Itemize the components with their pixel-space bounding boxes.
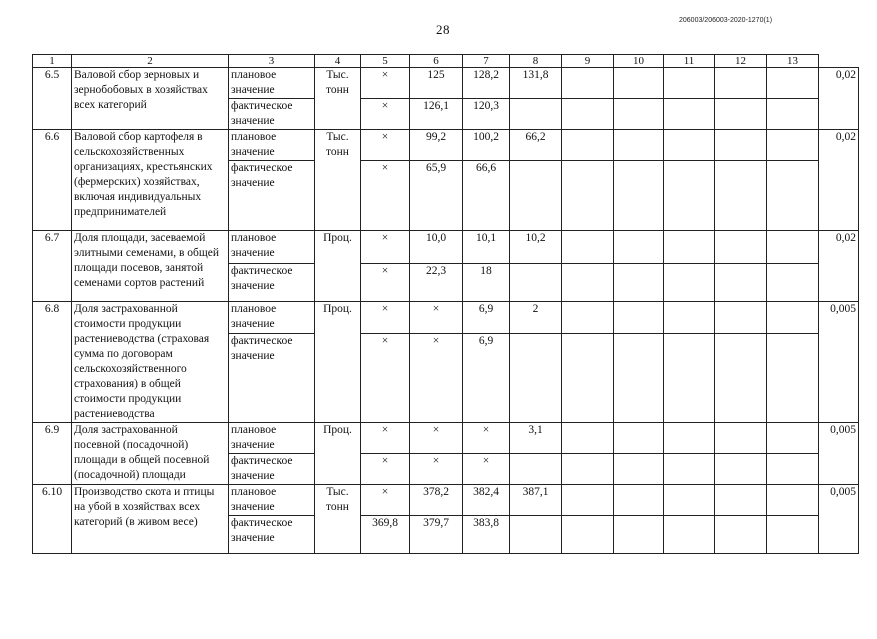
value-cell-col-11: [715, 231, 767, 264]
fact-value-label: фактическое значение: [229, 161, 315, 231]
value-cell-col-12: [767, 264, 819, 302]
column-header-8: 8: [510, 55, 562, 68]
column-header-3: 3: [229, 55, 315, 68]
indicator-name: Доля площади, засеваемой элитными семенами, в общей площади посевов, занятой семенами сортов растений: [72, 231, 229, 302]
indicator-number: 6.10: [33, 485, 72, 554]
value-cell-col-11: [715, 99, 767, 130]
plan-value-label: плановое значение: [229, 423, 315, 454]
document-code: 206003/206003-2020-1270(1): [679, 17, 773, 24]
value-cell-col-6: 100,2: [463, 130, 510, 161]
value-cell-col-7: 2: [510, 302, 562, 334]
indicator-number: 6.5: [33, 68, 72, 130]
fact-value-label: фактическое значение: [229, 454, 315, 485]
unit-of-measure: Тыс. тонн: [315, 68, 361, 130]
value-cell-col-9: [614, 99, 664, 130]
value-cell-col-6: 120,3: [463, 99, 510, 130]
value-cell-col-9: [614, 334, 664, 423]
weight-value: 0,02: [819, 231, 859, 302]
indicator-number: 6.7: [33, 231, 72, 302]
indicator-number: 6.9: [33, 423, 72, 485]
unit-of-measure: Проц.: [315, 302, 361, 423]
plan-value-label: плановое значение: [229, 485, 315, 516]
value-cell-col-12: [767, 423, 819, 454]
value-cell-col-12: [767, 231, 819, 264]
value-cell-col-5: ×: [410, 302, 463, 334]
value-cell-col-4: ×: [361, 454, 410, 485]
weight-value: 0,005: [819, 302, 859, 423]
weight-value: 0,005: [819, 423, 859, 485]
value-cell-col-9: [614, 423, 664, 454]
fact-value-label: фактическое значение: [229, 334, 315, 423]
value-cell-col-8: [562, 68, 614, 99]
value-cell-col-7: 66,2: [510, 130, 562, 161]
value-cell-col-11: [715, 264, 767, 302]
value-cell-col-10: [664, 334, 715, 423]
value-cell-col-10: [664, 485, 715, 516]
column-header-12: 12: [715, 55, 767, 68]
value-cell-col-5: 10,0: [410, 231, 463, 264]
value-cell-col-8: [562, 264, 614, 302]
weight-value: 0,005: [819, 485, 859, 554]
value-cell-col-8: [562, 130, 614, 161]
value-cell-col-6: 10,1: [463, 231, 510, 264]
value-cell-col-6: 18: [463, 264, 510, 302]
value-cell-col-6: ×: [463, 454, 510, 485]
value-cell-col-7: 387,1: [510, 485, 562, 516]
value-cell-col-5: ×: [410, 423, 463, 454]
weight-value: 0,02: [819, 68, 859, 130]
value-cell-col-11: [715, 302, 767, 334]
value-cell-col-5: 378,2: [410, 485, 463, 516]
value-cell-col-7: [510, 454, 562, 485]
column-header-1: 1: [33, 55, 72, 68]
value-cell-col-11: [715, 161, 767, 231]
weight-value: 0,02: [819, 130, 859, 231]
column-header-2: 2: [72, 55, 229, 68]
value-cell-col-8: [562, 161, 614, 231]
plan-value-label: плановое значение: [229, 68, 315, 99]
value-cell-col-4: ×: [361, 485, 410, 516]
value-cell-col-4: ×: [361, 161, 410, 231]
unit-of-measure: Проц.: [315, 423, 361, 485]
indicator-name: Производство скота и птицы на убой в хозяйствах всех категорий (в живом весе): [72, 485, 229, 554]
value-cell-col-5: ×: [410, 454, 463, 485]
value-cell-col-10: [664, 516, 715, 554]
column-header-10: 10: [614, 55, 664, 68]
value-cell-col-6: 6,9: [463, 334, 510, 423]
value-cell-col-11: [715, 130, 767, 161]
value-cell-col-7: 131,8: [510, 68, 562, 99]
value-cell-col-10: [664, 264, 715, 302]
value-cell-col-10: [664, 161, 715, 231]
value-cell-col-4: ×: [361, 264, 410, 302]
value-cell-col-9: [614, 485, 664, 516]
value-cell-col-5: 22,3: [410, 264, 463, 302]
value-cell-col-12: [767, 334, 819, 423]
value-cell-col-4: ×: [361, 130, 410, 161]
column-header-5: 5: [361, 55, 410, 68]
value-cell-col-10: [664, 68, 715, 99]
value-cell-col-8: [562, 423, 614, 454]
table-row: [33, 130, 859, 161]
value-cell-col-12: [767, 485, 819, 516]
unit-of-measure: Тыс. тонн: [315, 485, 361, 554]
value-cell-col-10: [664, 231, 715, 264]
column-header-13: 13: [767, 55, 819, 68]
value-cell-col-12: [767, 68, 819, 99]
value-cell-col-12: [767, 302, 819, 334]
value-cell-col-6: 6,9: [463, 302, 510, 334]
value-cell-col-9: [614, 454, 664, 485]
fact-value-label: фактическое значение: [229, 264, 315, 302]
column-header-11: 11: [664, 55, 715, 68]
value-cell-col-11: [715, 423, 767, 454]
value-cell-col-9: [614, 264, 664, 302]
value-cell-col-7: 3,1: [510, 423, 562, 454]
value-cell-col-11: [715, 334, 767, 423]
column-header-6: 6: [410, 55, 463, 68]
value-cell-col-9: [614, 130, 664, 161]
value-cell-col-12: [767, 454, 819, 485]
value-cell-col-12: [767, 130, 819, 161]
value-cell-col-7: [510, 334, 562, 423]
column-header-7: 7: [463, 55, 510, 68]
value-cell-col-9: [614, 516, 664, 554]
column-header-4: 4: [315, 55, 361, 68]
value-cell-col-4: 369,8: [361, 516, 410, 554]
value-cell-col-8: [562, 334, 614, 423]
value-cell-col-4: ×: [361, 231, 410, 264]
indicator-name: Доля застрахованной посевной (посадочной) площади в общей посевной (посадочной) площади: [72, 423, 229, 485]
value-cell-col-8: [562, 485, 614, 516]
value-cell-col-8: [562, 454, 614, 485]
value-cell-col-10: [664, 130, 715, 161]
column-header-9: 9: [562, 55, 614, 68]
value-cell-col-10: [664, 454, 715, 485]
table-row: [33, 68, 859, 99]
value-cell-col-5: 125: [410, 68, 463, 99]
value-cell-col-4: ×: [361, 423, 410, 454]
value-cell-col-4: ×: [361, 334, 410, 423]
value-cell-col-6: 383,8: [463, 516, 510, 554]
value-cell-col-5: ×: [410, 334, 463, 423]
value-cell-col-11: [715, 516, 767, 554]
value-cell-col-6: 382,4: [463, 485, 510, 516]
value-cell-col-10: [664, 302, 715, 334]
value-cell-col-5: 379,7: [410, 516, 463, 554]
table-header-row: [33, 55, 859, 68]
indicators-table: [32, 54, 859, 554]
indicator-number: 6.6: [33, 130, 72, 231]
indicator-name: Валовой сбор картофеля в сельскохозяйственных организациях, крестьянских (фермерских) хозяйствах, включая индивидуальных предпринимателей: [72, 130, 229, 231]
value-cell-col-12: [767, 161, 819, 231]
value-cell-col-12: [767, 516, 819, 554]
value-cell-col-9: [614, 231, 664, 264]
value-cell-col-5: 99,2: [410, 130, 463, 161]
table-row: [33, 423, 859, 454]
value-cell-col-5: 65,9: [410, 161, 463, 231]
value-cell-col-9: [614, 302, 664, 334]
value-cell-col-6: ×: [463, 423, 510, 454]
unit-of-measure: Тыс. тонн: [315, 130, 361, 231]
value-cell-col-12: [767, 99, 819, 130]
value-cell-col-8: [562, 99, 614, 130]
plan-value-label: плановое значение: [229, 231, 315, 264]
value-cell-col-11: [715, 68, 767, 99]
plan-value-label: плановое значение: [229, 130, 315, 161]
indicator-name: Валовой сбор зерновых и зернобобовых в хозяйствах всех категорий: [72, 68, 229, 130]
value-cell-col-9: [614, 161, 664, 231]
indicator-number: 6.8: [33, 302, 72, 423]
value-cell-col-8: [562, 302, 614, 334]
value-cell-col-7: [510, 264, 562, 302]
value-cell-col-7: [510, 516, 562, 554]
value-cell-col-8: [562, 516, 614, 554]
plan-value-label: плановое значение: [229, 302, 315, 334]
value-cell-col-4: ×: [361, 99, 410, 130]
indicator-name: Доля застрахованной стоимости продукции растениеводства (страховая сумма по договорам сельскохозяйственного страхования) в общей стоимости продукции растениеводства: [72, 302, 229, 423]
value-cell-col-11: [715, 454, 767, 485]
value-cell-col-8: [562, 231, 614, 264]
value-cell-col-6: 128,2: [463, 68, 510, 99]
value-cell-col-11: [715, 485, 767, 516]
unit-of-measure: Проц.: [315, 231, 361, 302]
value-cell-col-10: [664, 423, 715, 454]
table-row: [33, 231, 859, 264]
fact-value-label: фактическое значение: [229, 516, 315, 554]
value-cell-col-4: ×: [361, 68, 410, 99]
value-cell-col-4: ×: [361, 302, 410, 334]
value-cell-col-9: [614, 68, 664, 99]
value-cell-col-6: 66,6: [463, 161, 510, 231]
value-cell-col-5: 126,1: [410, 99, 463, 130]
value-cell-col-10: [664, 99, 715, 130]
value-cell-col-7: [510, 161, 562, 231]
value-cell-col-7: [510, 99, 562, 130]
fact-value-label: фактическое значение: [229, 99, 315, 130]
value-cell-col-7: 10,2: [510, 231, 562, 264]
table-row: [33, 302, 859, 334]
table-row: [33, 485, 859, 516]
page-number: 28: [436, 22, 450, 37]
